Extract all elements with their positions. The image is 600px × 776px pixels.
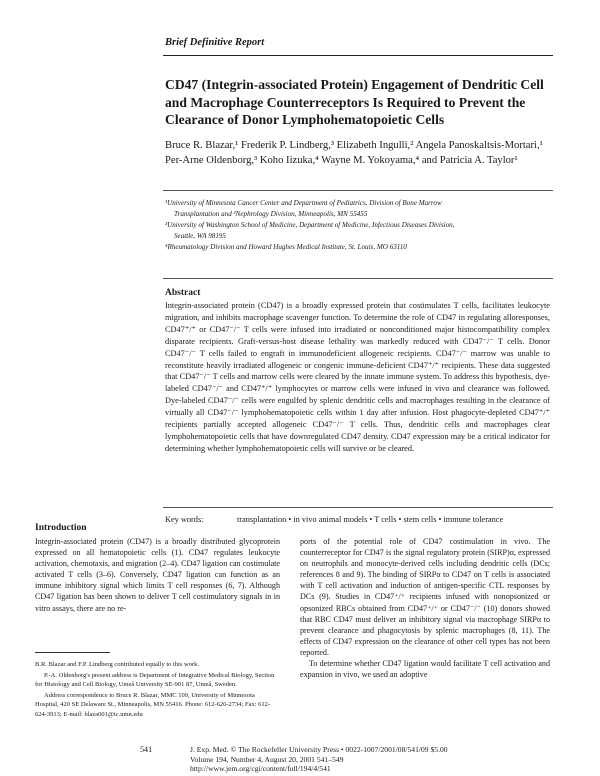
- journal-line-2: Volume 194, Number 4, August 20, 2001 541–549: [190, 754, 344, 764]
- journal-line-1: J. Exp. Med. © The Rockefeller University Press • 0022-1007/2001/08/541/09 $5.00: [190, 745, 448, 754]
- footnote-correspondence: Address correspondence to Bruce R. Blazar, MMC 109, University of Minnesota Hospital, 420 SE Delaware St., Minneapolis, MN 55416. Phone: 612-626-2734; Fax: 612-624-3913; E-mail: blaza001@tc.umn.edu: [35, 691, 271, 718]
- keywords-divider: [163, 507, 553, 508]
- abstract-heading: Abstract: [165, 288, 201, 298]
- introduction-right-paragraph-2: To determine whether CD47 ligation would facilitate T cell activation and expansion in vivo, we used an adoptive: [300, 659, 550, 680]
- footnote-present-address: P.-A. Oldenborg's present address is Department of Integrative Medical Biology, Section for Histology and Cell Biology, Umeå University SE-901 87, Umeå, Sweden.: [35, 671, 275, 688]
- journal-citation: [190, 745, 570, 774]
- affiliation-2-line1: ³University of Washington School of Medicine, Department of Medicine, Infectious Diseases Division,: [165, 221, 455, 229]
- article-title: CD47 (Integrin-associated Protein) Engagement of Dendritic Cell and Macrophage Counterreceptors Is Required to Prevent the Clearance of Donor Lymphohematopoietic Cells: [165, 77, 544, 127]
- author-list: Bruce R. Blazar,¹ Frederik P. Lindberg,³ Elizabeth Ingulli,² Angela Panoskaltsis-Mortari,¹ Per-Arne Oldenborg,³ Koho Iizuka,⁴ Wayne M. Yokoyama,⁴ and Patricia A. Taylor¹: [165, 140, 543, 166]
- introduction-right-paragraph-1: ports of the potential role of CD47 costimulation in vivo. The counterreceptor for CD47 is the signal regulatory protein (SIRP)α, expressed on neutrophils and monocyte-derived cells including dendritic cells (DCs; references 8 and 9). The binding of SIRPα to CD47 on T cells is associated with T cell activation and induction of antigen-specific CTL responses by DCs (9). Studies in CD47⁺/⁺ recipients infused with nonopsonized or opsonized RBCs obtained from CD47⁺/⁺ or CD47⁻/⁻ (10) donors showed that RBC CD47 must deliver an inhibitory signal via macrophage SIRPα to prevent clearance and phagocytosis by splenic macrophages (8, 11). The effects of CD47 expression on the clearance of other cell types has not been reported.: [300, 537, 550, 657]
- abstract-text: Integrin-associated protein (CD47) is a broadly expressed protein that costimulates T cells, facilitates leukocyte migration, and inhibits macrophage scavenger function. To determine the role of CD47 in regulating alloresponses, CD47⁺/⁺ or CD47⁻/⁻ T cells were infused into irradiated or nonconditioned major histocompatibility complex disparate recipients. Graft-versus-host disease lethality was markedly reduced with CD47⁻/⁻ T cells. Donor CD47⁻/⁻ T cells failed to engraft in immunodeficient allogeneic recipients. CD47⁻/⁻ marrow was unable to reconstitute heavily irradiated allogeneic or congenic immune-deficient CD47⁺/⁺ recipients. These data suggested that CD47⁻/⁻ T cells and marrow cells were cleared by the innate immune system. To address this hypothesis, dye-labeled CD47⁻/⁻ and CD47⁺/⁺ lymphocytes or marrow cells were infused in vivo and clearance was followed. Dye-labeled CD47⁻/⁻ cells were engulfed by splenic dendritic cells and macrophages resulting in the clearance of virtually all CD47⁻/⁻ lymphohematopoietic cells within 1 day after infusion. Host phagocyte-depleted CD47⁺/⁺ recipients partially accepted allogeneic CD47⁻/⁻ T cells. Thus, dendritic cells and macrophages clear lymphohematopoietic cells that have downregulated CD47 density. CD47 expression may be a critical indicator for determining whether lymphohematopoietic cells will survive or be cleared.: [165, 301, 550, 453]
- authors-divider: [163, 190, 553, 191]
- section-label: Brief Definitive Report: [165, 37, 265, 48]
- footnote-equal-contribution: B.R. Blazar and F.P. Lindberg contributed equally to this work.: [35, 661, 200, 668]
- affiliation-1-line1: ¹University of Minnesota Cancer Center and Department of Pediatrics, Division of Bone Marrow: [165, 199, 442, 207]
- keywords-text: transplantation • in vivo animal models • T cells • stem cells • immune tolerance: [237, 515, 504, 524]
- page-number: 541: [140, 745, 153, 754]
- keywords: [165, 515, 555, 524]
- footnote-divider: [35, 652, 110, 653]
- affiliation-2-line2: Seattle, WA 98195: [174, 232, 226, 240]
- introduction-right-column: [300, 536, 550, 680]
- affiliation-3-line1: ⁴Rheumatology Division and Howard Hughes Medical Institute, St. Louis, MO 63110: [165, 243, 407, 251]
- journal-url[interactable]: http://www.jem.org/cgi/content/full/194/4/541: [190, 764, 331, 774]
- section-divider: [163, 55, 553, 56]
- affiliations: [165, 198, 555, 253]
- keywords-label: Key words:: [165, 515, 204, 524]
- introduction-heading: Introduction: [35, 523, 87, 533]
- introduction-left-column: Integrin-associated protein (CD47) is a broadly distributed glycoprotein expressed on all hematopoietic cells (1). CD47 regulates leukocyte activation, chemotaxis, and migration (2–4). CD47 ligation can costimulate activated T cells (3–6). Conversely, CD47 ligation can function as an immune inhibitory signal which limits T cell responses (6, 7). Although CD47 ligation has been shown to deliver T cell costimulatory signals in in vitro assays, there are no re-: [35, 537, 280, 613]
- affiliation-1-line2: Transplantation and ²Nephrology Division, Minneapolis, MN 55455: [174, 210, 368, 218]
- footnotes: [35, 660, 280, 720]
- abstract-divider: [163, 278, 553, 279]
